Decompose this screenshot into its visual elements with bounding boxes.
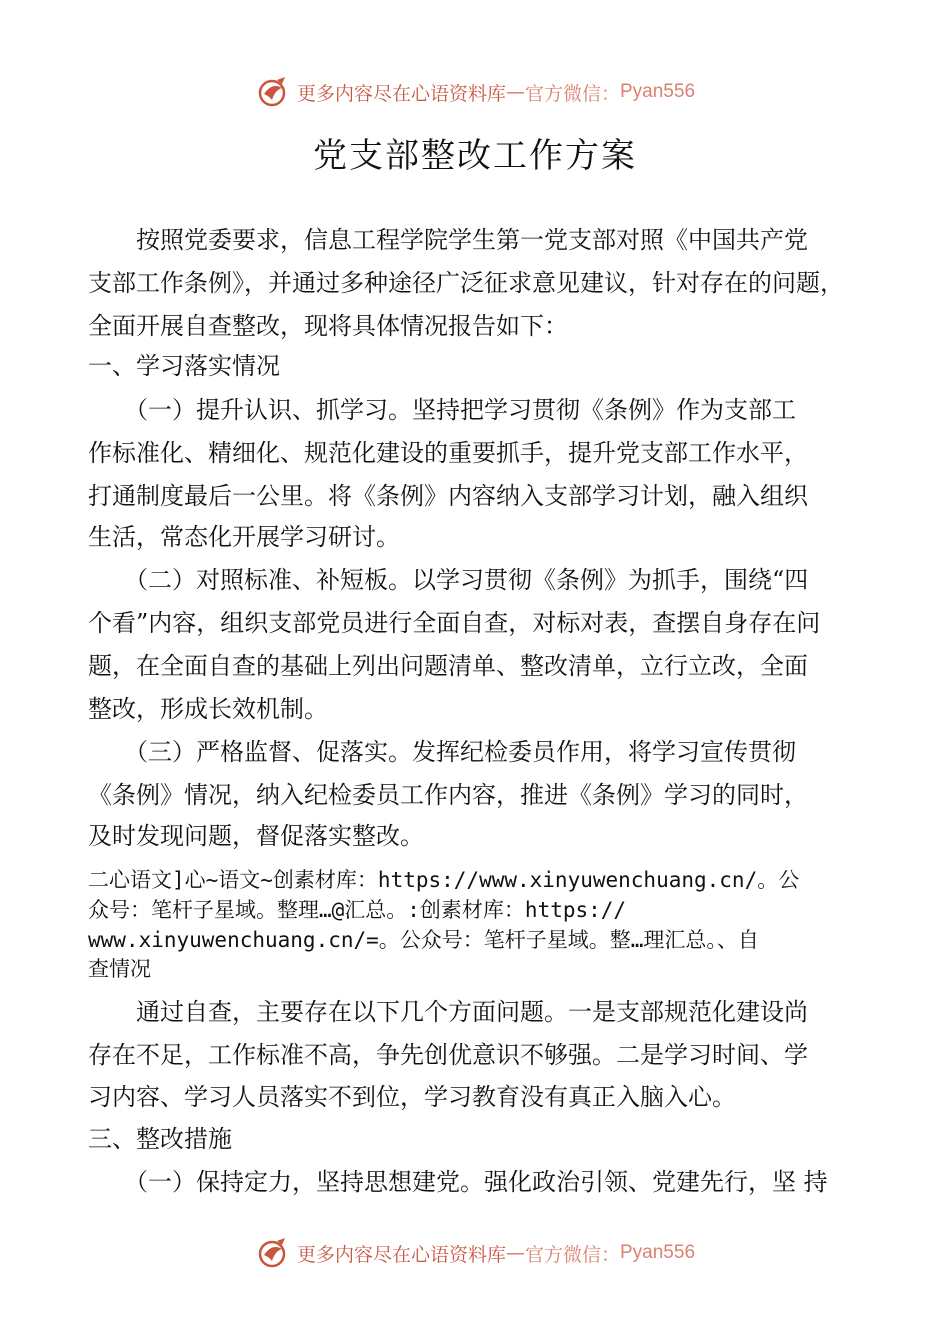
watermark-line: 二心语文]心~语文~创素材库：https://www.xinyuwenchuang.cn/。公 xyxy=(88,868,800,892)
body-line: （二）对照标准、补短板。以学习贯彻《条例》为抓手，围绕“四 xyxy=(88,566,809,594)
body-line: 生活，常态化开展学习研讨。 xyxy=(88,523,400,551)
body-line: 全面开展自查整改，现将具体情况报告如下： xyxy=(88,312,568,340)
footer-banner xyxy=(0,1233,950,1273)
banner-wechat-id: Pyan556 xyxy=(620,1242,696,1263)
logo-icon xyxy=(255,74,291,110)
banner-dash: — xyxy=(505,81,525,103)
page-title: 党支部整改工作方案 xyxy=(313,136,637,176)
banner-label: 官方微信： xyxy=(524,82,620,105)
body-line: 通过自查，主要存在以下几个方面问题。一是支部规范化建设尚 xyxy=(88,998,808,1026)
body-line: 按照党委要求，信息工程学院学生第一党支部对照《中国共产党 xyxy=(88,226,808,254)
body-line: 存在不足，工作标准不高，争先创优意识不够强。二是学习时间、学 xyxy=(88,1041,808,1069)
body-line: （一）提升认识、抓学习。坚持把学习贯彻《条例》作为支部工 xyxy=(88,396,796,424)
header-banner xyxy=(0,72,950,112)
watermark-line: 查情况 xyxy=(88,957,151,981)
body-line: 打通制度最后一公里。将《条例》内容纳入支部学习计划，融入组织 xyxy=(88,482,808,510)
body-line: 习内容、学习人员落实不到位，学习教育没有真正入脑入心。 xyxy=(88,1083,736,1111)
banner-label: 官方微信： xyxy=(524,1243,620,1266)
body-line: （一）保持定力，坚持思想建党。强化政治引领、党建先行，坚 持 xyxy=(88,1168,828,1196)
body-line: 题，在全面自查的基础上列出问题清单、整改清单，立行立改，全面 xyxy=(88,652,808,680)
body-line: 及时发现问题，督促落实整改。 xyxy=(88,822,424,850)
body-line: 整改，形成长效机制。 xyxy=(88,695,328,723)
banner-main-text: 更多内容尽在心语资料库 xyxy=(296,82,506,105)
banner-dash: — xyxy=(505,1242,525,1264)
banner-main-text: 更多内容尽在心语资料库 xyxy=(296,1243,506,1266)
watermark-line: 众号：笔杆子星域。整理…@汇总。:创素材库：https:// xyxy=(88,898,627,922)
banner-wechat-id: Pyan556 xyxy=(620,81,696,102)
watermark-line: www.xinyuwenchuang.cn/=。公众号：笔杆子星域。整…理汇总。、自 xyxy=(88,928,759,952)
section-heading: 三、整改措施 xyxy=(88,1125,232,1153)
body-line: 支部工作条例》，并通过多种途径广泛征求意见建议，针对存在的问题， xyxy=(88,269,844,297)
body-line: 《条例》情况，纳入纪检委员工作内容，推进《条例》学习的同时， xyxy=(88,781,808,809)
body-line: 个看”内容，组织支部党员进行全面自查，对标对表，查摆自身存在问 xyxy=(88,609,821,637)
logo-icon xyxy=(255,1235,291,1271)
body-line: 作标准化、精细化、规范化建设的重要抓手，提升党支部工作水平， xyxy=(88,439,808,467)
section-heading: 一、学习落实情况 xyxy=(88,352,280,380)
body-line: （三）严格监督、促落实。发挥纪检委员作用，将学习宣传贯彻 xyxy=(88,738,796,766)
